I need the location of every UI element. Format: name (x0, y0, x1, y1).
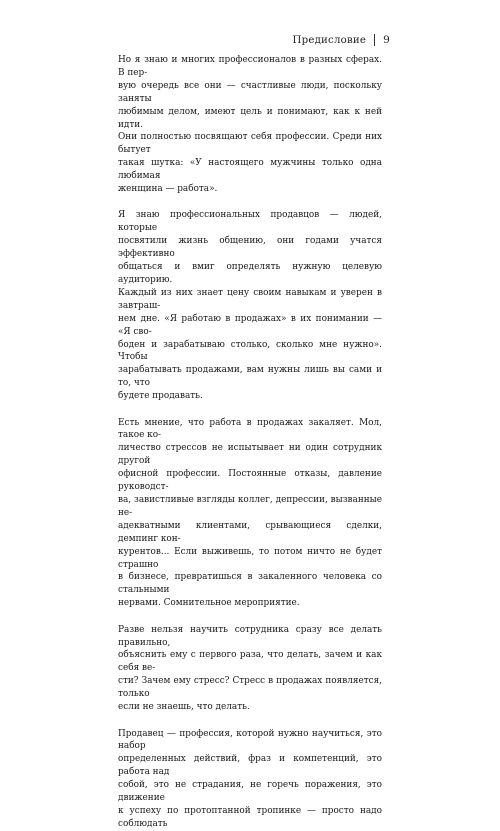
body-text (118, 54, 382, 831)
paragraph-2: Я знаю профессиональных продавцов — людей, которые посвятили жизнь общению, они годами учатся эффективно общаться и вмиг определять нужную целевую аудиторию. Каждый из них знает цену своим навыкам и уверен в завтраш- нем дне. «Я работаю в продажах» в их понимании — «Я сво- боден и зарабатываю столько, сколько мне нужно». Чтобы зарабатывать продажами, вам нужны лишь вы сами и то, что будете продавать. (118, 210, 382, 402)
running-header (293, 34, 390, 46)
section-title: Предисловие (292, 34, 367, 46)
page-number: 9 (383, 34, 390, 46)
paragraph-5: Продавец — профессия, которой нужно научиться, это набор определенных действий, фраз и компетенций, это работа над собой, это не страдания, не горечь поражения, это движение к успеху по протоптанной тропинке — просто надо соблюдать (118, 728, 382, 829)
paragraph-3: Есть мнение, что работа в продажах закаляет. Мол, такое ко- личество стрессов не испытывает ни один сотрудник другой офисной профессии. Постоянные отказы, давление руководст- ва, завистливые взгляды коллег, депрессии, вызванные не- адекватными клиентами, срывающиеся сделки, демпинг кон- курентов... Если выживешь, то потом ничто не будет страшно в бизнесе, превратишься в закаленного человека со стальными нервами. Сомнительное мероприятие. (118, 417, 382, 609)
paragraph-1: Но я знаю и многих профессионалов в разных сферах. В пер- вую очередь все они — счастливые люди, поскольку заняты любимым делом, имеют цель и понимают, как к ней идти. Они полностью посвящают себя профессии. Среди них бытует такая шутка: «У настоящего мужчины только одна любимая женщина — работа». (118, 55, 382, 195)
header-divider (374, 34, 375, 46)
paragraph-4: Разве нельзя научить сотрудника сразу все делать правильно, объяснить ему с первого раза, что делать, зачем и как себя ве- сти? Зачем ему стресс? Стресс в продажах появляется, только если не знаешь, что делать. (118, 624, 382, 713)
